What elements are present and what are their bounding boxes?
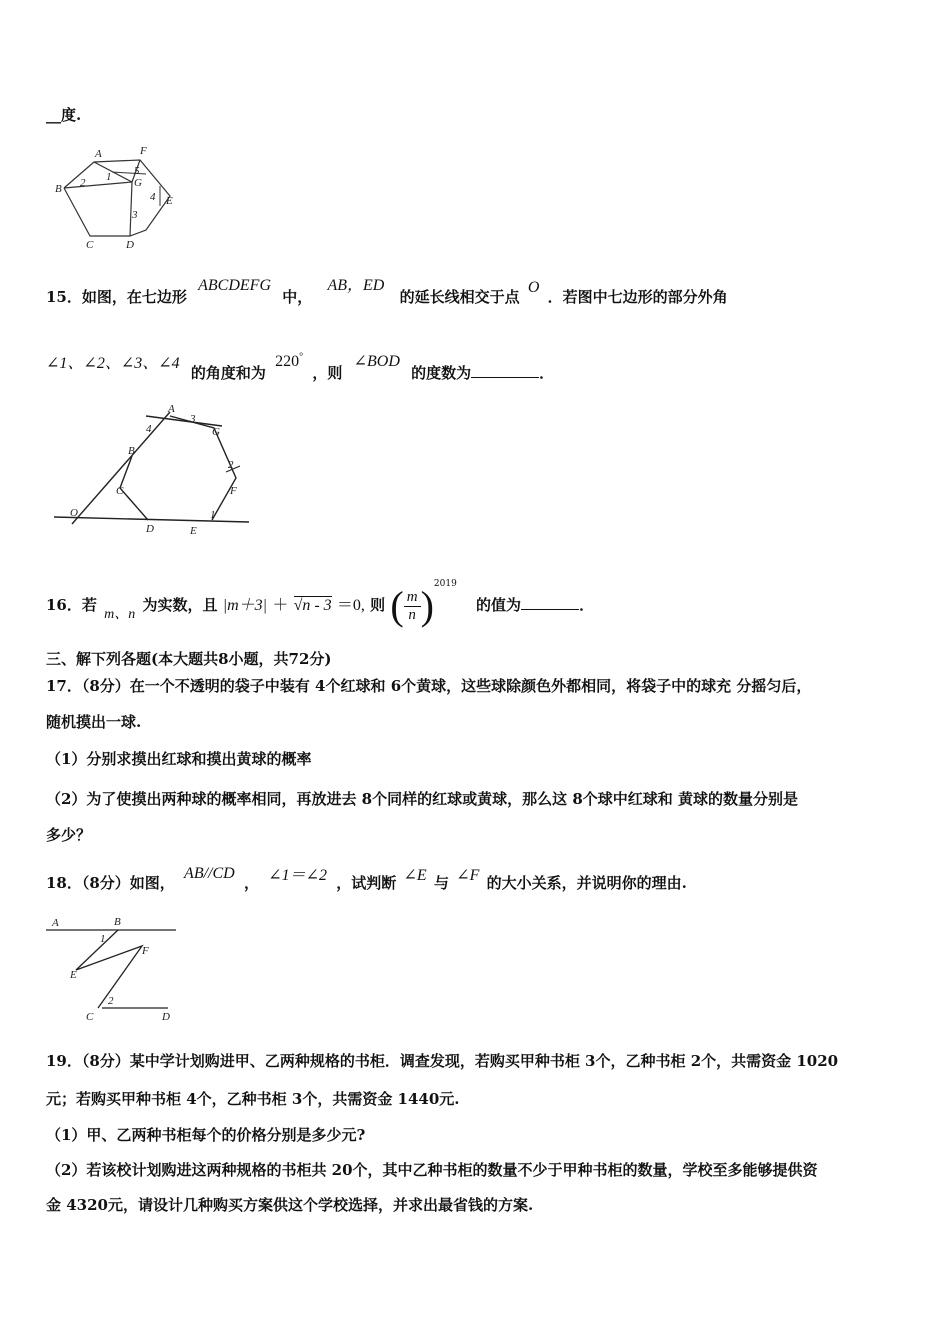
q16-abs: |m＋3|: [222, 597, 268, 614]
q19-part2b: 金 4320元，请设计几种购买方案供这个学校选择，并求出最省钱的方案.: [46, 1196, 534, 1214]
q16-frac-num: m: [404, 589, 421, 607]
fig14-label-4: 4: [150, 191, 156, 203]
fig14-label-1: 1: [106, 171, 112, 183]
top-line: [46, 104, 81, 125]
q16-line: 16．若 m、n 为实数，且 |m＋3| ＋ √n - 3 ＝0, 则 ( $\frac{m}{n}$ )$^{2019}$ 的值为 ．: [46, 579, 595, 628]
fig18-label-b: B: [114, 916, 121, 928]
fig15-label-1: 1: [210, 509, 216, 521]
q15-text1: 如图，在七边形: [81, 288, 187, 306]
q16-text3: 的值为: [476, 596, 522, 614]
q16-frac-den: n: [408, 606, 416, 623]
fig18-label-d: D: [162, 1011, 170, 1023]
q16-math1: m、n: [104, 607, 136, 622]
q15-math3: O: [527, 279, 540, 296]
q17-line1: 17．（8分）在一个不透明的袋子中装有 4个红球和 6个黄球，这些球除颜色外都相同，将袋子中的球充 分摇匀后，: [46, 677, 812, 695]
q18-line: [46, 865, 687, 893]
q15-line1: [46, 277, 728, 307]
fig18-label-c: C: [86, 1011, 94, 1023]
q15-math5: [275, 353, 303, 370]
q19-line1: 19．（8分）某中学计划购进甲、乙两种规格的书柜．调查发现，若购买甲种书柜 3个，乙种书柜 2个，共需资金 1020: [46, 1052, 839, 1070]
fig14-label-c: C: [86, 239, 94, 251]
fig15-label-4: 4: [146, 423, 152, 435]
q16-fraction: [404, 589, 421, 624]
fig15-label-c: C: [116, 485, 124, 497]
q16-num: 16．若: [46, 596, 97, 614]
q15-text3: 的延长线相交于点: [399, 288, 520, 306]
q17-part1: （1）分别求摸出红球和摸出黄球的概率: [46, 750, 312, 768]
q15-math2: AB，ED: [327, 277, 385, 294]
q18-text4: 的大小关系，并说明你的理由.: [486, 874, 687, 892]
fig15-label-o: O: [70, 507, 78, 519]
fig15-label-g: G: [212, 426, 220, 438]
q17-part2a: （2）为了使摸出两种球的概率相同，再放进去 8个同样的红球或黄球，那么这 8个球中红球和 黄球的数量分别是: [46, 790, 798, 808]
q18-math2: ∠1＝∠2: [268, 867, 328, 884]
q16-text2: 则: [370, 596, 386, 614]
fig14-label-5: 5: [134, 165, 140, 177]
fig14-label-f: F: [140, 145, 147, 157]
q16-plus: ＋: [272, 597, 289, 614]
fig15-label-e: E: [190, 525, 197, 537]
fig15-label-3: 3: [190, 413, 196, 425]
q19-part1: （1）甲、乙两种书柜每个的价格分别是多少元?: [46, 1126, 366, 1144]
q15-degree: °: [299, 351, 304, 363]
q18-num: 18．（8分）如图，: [46, 874, 175, 892]
fig14-label-g: G: [134, 177, 142, 189]
q15-text5: 的角度和为: [190, 364, 266, 382]
fig14-label-d: D: [126, 239, 134, 251]
top-prefix: __: [46, 106, 61, 124]
q18-text3: 与: [433, 874, 449, 892]
figure-15: [54, 402, 254, 538]
q16-exponent: 2019: [433, 579, 457, 589]
q15-line2: [46, 351, 555, 383]
q16-root: √n - 3: [293, 597, 332, 614]
q16-text4: ．: [579, 596, 595, 614]
fig15-label-2: 2: [228, 459, 234, 471]
fig14-label-3: 3: [132, 209, 138, 221]
fig15-label-f: F: [230, 485, 237, 497]
q15-answer-blank[interactable]: [471, 365, 539, 378]
q16-text1: 为实数，且: [142, 596, 218, 614]
q15-text6: ，则: [312, 364, 343, 382]
fig18-label-a: A: [52, 917, 59, 929]
q18-math1: AB//CD: [184, 865, 235, 882]
q18-text2: ，试判断: [336, 874, 397, 892]
q15-angle-value: 220: [275, 353, 300, 370]
fig18-label-f: F: [142, 945, 149, 957]
q15-text7: 的度数为: [411, 364, 472, 382]
top-text: 度.: [61, 106, 82, 124]
q16-eq: ＝0,: [336, 597, 365, 614]
fig18-label-1: 1: [100, 933, 106, 945]
q15-math4: ∠1、∠2、∠3、∠4: [46, 355, 180, 372]
q17-line2: 随机摸出一球.: [46, 713, 142, 731]
q18-math4: ∠F: [456, 867, 480, 884]
q15-text2: 中，: [282, 288, 313, 306]
q15-text4: ．若图中七边形的部分外角: [547, 288, 728, 306]
fig18-label-2: 2: [108, 995, 114, 1007]
fig15-label-d: D: [146, 523, 154, 535]
q18-math3: ∠E: [403, 867, 427, 884]
figure-14: [52, 144, 192, 254]
q15-math6: ∠BOD: [353, 353, 400, 370]
fig14-label-a: A: [95, 148, 102, 160]
fig15-label-b: B: [128, 445, 135, 457]
q19-part2a: （2）若该校计划购进这两种规格的书柜共 20个，其中乙种书柜的数量不少于甲种书柜的数量，学校至多能够提供资: [46, 1161, 818, 1179]
q17-part2b: 多少？: [46, 826, 92, 844]
q16-answer-blank[interactable]: [521, 597, 579, 610]
fig15-label-a: A: [168, 403, 175, 415]
q15-math1: ABCDEFG: [198, 277, 271, 294]
q18-text1: ，: [243, 874, 259, 892]
q19-line2: 元；若购买甲种书柜 4个，乙种书柜 3个，共需资金 1440元.: [46, 1090, 460, 1108]
figure-18: [42, 912, 182, 1024]
fig14-label-b: B: [55, 183, 62, 195]
fig18-label-e: E: [70, 969, 77, 981]
q15-num: 15．: [46, 288, 82, 306]
fig14-label-2: 2: [80, 177, 86, 189]
section-3-title: 三、解下列各题(本大题共8小题，共72分): [46, 650, 332, 668]
q15-text8: ．: [539, 364, 555, 382]
fig14-label-e: E: [166, 195, 173, 207]
